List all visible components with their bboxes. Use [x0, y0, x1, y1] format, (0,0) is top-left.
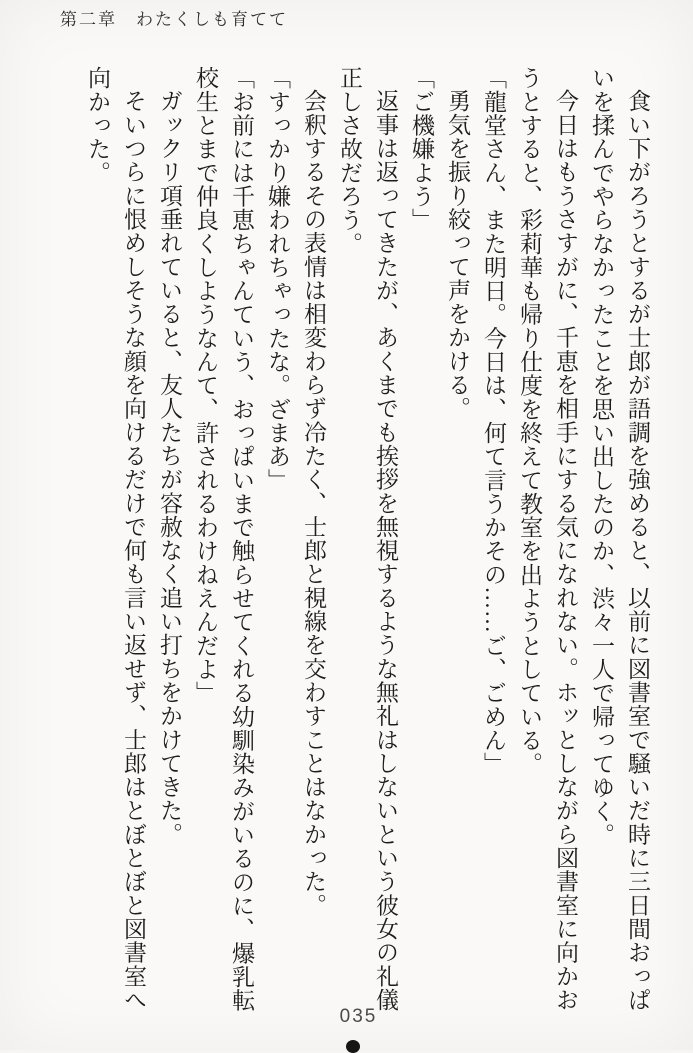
paragraph: 勇気を振り絞って声をかける。 — [445, 89, 470, 421]
paragraph: 「龍堂さん、また明日。今日は、何て言うかその……ご、ごめん」 — [481, 66, 506, 776]
paragraph: 「ご機嫌よう」 — [409, 66, 434, 232]
paragraph: ガックリ項垂れていると、友人たちが容赦なく追い打ちをかけてきた。 — [157, 89, 182, 846]
paragraph: 「お前には千恵ちゃんていう、おっぱいまで触らせてくれる幼馴染みがいるのに、爆乳転校生とまで仲良くしようなんて、許されるわけねえんだよ」 — [193, 66, 254, 1012]
page-text — [79, 66, 655, 1013]
chapter-header: 第二章 わたくしも育てて — [60, 10, 288, 29]
paragraph: 返事は返ってきたが、あくまでも挨拶を無視するような無礼はしないという彼女の礼儀正しさ故だろう。 — [337, 66, 398, 1012]
paragraph: 食い下がろうとするが士郎が語調を強めると、以前に図書室で騒いだ時に三日間おっぱいを揉んでやらなかったことを思い出したのか、渋々一人で帰ってゆく。 — [589, 66, 650, 1012]
paragraph: そいつらに恨めしそうな顔を向けるだけで何も言い返せず、士郎はとぼとぼと図書室へ向かった。 — [85, 66, 146, 1012]
paragraph: 会釈するその表情は相変わらず冷たく、士郎と視線を交わすことはなかった。 — [301, 89, 326, 917]
paragraph: 「すっかり嫌われちゃったな。ざまあ」 — [265, 66, 290, 492]
binding-dot — [346, 1040, 360, 1053]
page-number: 035 — [339, 1006, 378, 1027]
paragraph: 今日はもうさすがに、千恵を相手にする気になれない。ホッとしながら図書室に向かおうとすると、彩莉華も帰り仕度を終えて教室を出ようとしている。 — [517, 66, 578, 1012]
